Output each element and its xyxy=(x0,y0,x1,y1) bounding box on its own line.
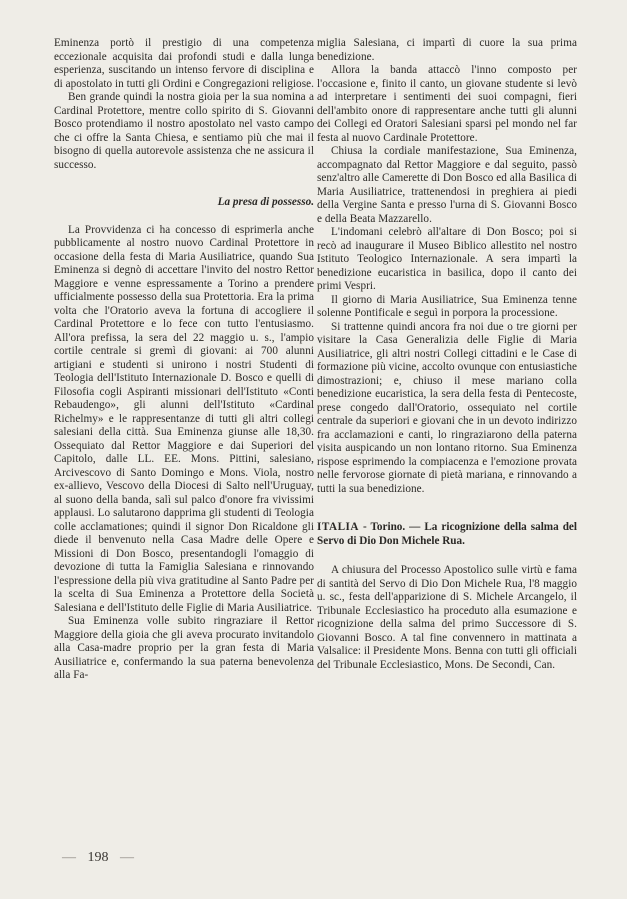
paragraph: La Provvidenza ci ha concesso di esprimerla anche pubblicamente al nostro nuovo Cardinal Protettore in occasione della festa di Maria Ausiliatrice, quando Sua Eminenza si degnò di accettare l'invito del nostro Rettor Maggiore e venne espressamente a Torino a prendere ufficialmente possesso della sua Protettoria. Era la prima volta che l'Oratorio aveva la fortuna di accogliere il Cardinal Protettore e lo fece con tutto l'entusiasmo. All'ora prefissa, la sera del 22 maggio u. s., l'ampio cortile centrale si gremì di giovani: ai 700 alunni artigiani e studenti si unirono i nostri Studenti di Teologia dell'Istituto Internazionale D. Bosco e quelli di Filosofia cogli Aspiranti missionari dell'Istituto «Conti Rebaudengo», gli alunni dell'Istituto «Cardinal Richelmy» e le rappresentanze di tutti gli altri collegi salesiani della città. Sua Eminenza giunse alle 18,30. Ossequiato dal Rettor Maggiore e dai Superiori del Capitolo, dalle LL. EE. Mons. Pittini, salesiano, Arcivescovo di Santo Domingo e Mons. Viola, nostro ex-allievo, Vescovo della Diocesi di Salto nell'Uruguay, al suono della banda, salì sul palco d'onore fra vivissimi applausi. Lo salutarono dapprima gli studenti di Teologia colle acclamationes; quindi il signor Don Ricaldone gli diede il benvenuto nella Casa Madre delle Opere e Missioni di Don Bosco, presentandogli l'omaggio di devozione di tutta la Famiglia Salesiana e rinnovando l'espressione della più viva gratitudine al Santo Padre per la scelta di Sua Eminenza a Protettore della Società Salesiana e dell'Istituto delle Figlie di Maria Ausiliatrice. xyxy=(54,223,314,614)
news-place: Torino. xyxy=(370,521,406,533)
news-country: ITALIA xyxy=(317,521,359,533)
footer-dash: — xyxy=(120,850,134,865)
paragraph: Chiusa la cordiale manifestazione, Sua Eminenza, accompagnato dal Rettor Maggiore e dal seguito, passò senz'altro alle Camerette di Don Bosco ed alla Basilica di Maria Ausiliatrice, trattenendosi in preghiera ai piedi della Vergine Santa e presso l'urna di S. Giovanni Bosco e della Beata Mazzarello. xyxy=(317,145,577,225)
news-separator: - xyxy=(362,521,371,533)
paragraph: Sua Eminenza volle subito ringraziare il Rettor Maggiore della gioia che gli aveva procurato invitandolo alla Casa-madre proprio per la gran festa di Maria Ausiliatrice e, confermando la sua paterna benevolenza alla Fa- xyxy=(54,615,314,681)
paragraph: Il giorno di Maria Ausiliatrice, Sua Eminenza tenne solenne Pontificale e seguì in porpora la processione. xyxy=(317,293,577,319)
footer-dash: — xyxy=(62,850,76,865)
paragraph: Si trattenne quindi ancora fra noi due o tre giorni per visitare la Casa Generalizia delle Figlie di Maria Ausiliatrice, gli altri nostri Collegi cittadini e le Case di formazione più vicine, accolto ovunque con entusiastiche dimostrazioni; e, chiuso il mese mariano colla benedizione eucaristica, la sera della festa di Pentecoste, prese congedo dall'Oratorio, ossequiato nel cortile centrale da superiori e giovani che in un devoto indirizzo fra acclamazioni e canti, lo ringraziarono della paterna visita auspicando un non lontano ritorno. Sua Eminenza rispose esprimendo la compiacenza e l'emozione provata nelle fervorose giornate di pietà mariana, e rinnovando a tutti la sua benedizione. xyxy=(317,320,577,495)
section-heading: La presa di possesso. xyxy=(217,196,314,208)
paragraph: Allora la banda attaccò l'inno composto per l'occasione e, finito il canto, un giovane studente si levò ad interpretare i sentimenti dei suoi compagni, fieri dell'ambito onore di rappresentare anche tutti gli alunni dei Collegi ed Oratori Salesiani sparsi pel mondo nel far festa al nuovo Cardinale Protettore. xyxy=(317,64,577,144)
page-footer xyxy=(54,850,142,866)
left-column xyxy=(54,37,314,683)
news-title: La ricognizione della salma del Servo di Dio Don Michele Rua. xyxy=(317,521,578,547)
page-number: 198 xyxy=(87,850,109,865)
paragraph: A chiusura del Processo Apostolico sulle virtù e fama di santità del Servo di Dio Don Michele Rua, l'8 maggio u. sc., festa dell'apparizione di S. Michele Arcangelo, il Tribunale Ecclesiastico ha proceduto alla esumazione e ricognizione della salma del primo Successore di S. Giovanni Bosco. A tal fine convennero in mattinata a Valsalice: il Presidente Mons. Benna con tutti gli officiali del Tribunale Ecclesiastico, Mons. De Secondi, Can. xyxy=(317,564,577,671)
news-separator: — xyxy=(409,521,425,533)
right-column xyxy=(317,37,577,672)
paragraph: miglia Salesiana, ci impartì di cuore la sua prima benedizione. xyxy=(317,37,577,63)
news-heading xyxy=(317,520,577,548)
paragraph: L'indomani celebrò all'altare di Don Bosco; poi si recò ad inaugurare il Museo Biblico allestito nel nostro Istituto Teologico Internazionale. A sera impartì la benedizione eucaristica in basilica, dopo il canto dei primi Vespri. xyxy=(317,226,577,292)
paragraph: Ben grande quindi la nostra gioia per la sua nomina a Cardinal Protettore, mentre collo spirito di S. Giovanni Bosco protendiamo il nostro apostolato nel vasto campo che ci offre la Santa Chiesa, e sentiamo più che mai il bisogno di quella autorevole assistenza che ne assicura il successo. xyxy=(54,91,314,171)
paragraph: Eminenza portò il prestigio di una competenza eccezionale acquisita dai profondi studi e dalla lunga esperienza, suscitando un intenso fervore di disciplina e di apostolato in tutti gli Ordini e Congregazioni religiose. xyxy=(54,37,314,90)
